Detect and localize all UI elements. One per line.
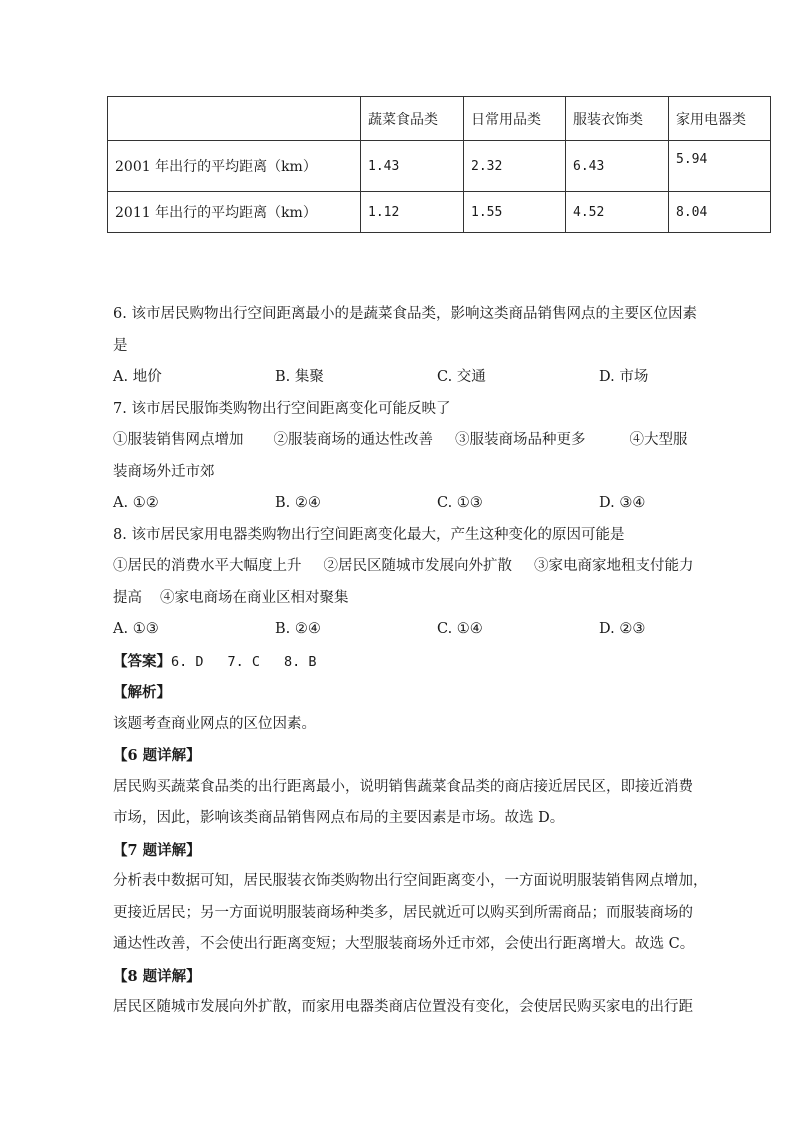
q8-item-3: ③家电商家地租支付能力	[534, 558, 694, 574]
q6-option-d: D. 市场	[599, 369, 649, 385]
q6-option-a: A. 地价	[113, 369, 162, 385]
q8-item-4: ④家电商场在商业区相对聚集	[160, 589, 349, 606]
detail-7-line: 分析表中数据可知，居民服装衣饰类购物出行空间距离变小，一方面说明服装销售网点增加，	[113, 873, 708, 889]
q8-stem: 8. 该市居民家用电器类购物出行空间距离变化最大，产生这种变化的原因可能是	[113, 526, 625, 543]
cell-2001-vegetable: 1.43	[361, 141, 464, 192]
q7-option-d: D. ③④	[599, 495, 646, 511]
q7-items-cont: 装商场外迁市郊	[113, 463, 215, 480]
q7-stem: 7. 该市居民服饰类购物出行空间距离变化可能反映了	[113, 400, 451, 417]
cell-2011-vegetable: 1.12	[361, 192, 464, 233]
q6-stem: 6. 该市居民购物出行空间距离最小的是蔬菜食品类，影响这类商品销售网点的主要区位因素	[113, 306, 697, 322]
q6-stem-cont: 是	[113, 337, 128, 354]
q8-option-b: B. ②④	[275, 621, 321, 637]
q8-options	[113, 614, 683, 646]
detail-7-line: 更接近居民；另一方面说明服装商场种类多，居民就近可以购买到所需商品；而服装商场的	[113, 904, 693, 921]
cell-2001-daily: 2.32	[464, 141, 566, 192]
detail-8-line: 居民区随城市发展向外扩散，而家用电器类商店位置没有变化，会使居民购买家电的出行距	[113, 999, 693, 1015]
q8-item-2: ②居民区随城市发展向外扩散	[323, 558, 512, 574]
cell-2011-appliances: 8.04	[669, 192, 771, 233]
q7-item-4: ④大型服	[629, 432, 688, 448]
row-label-2011: 2011 年出行的平均距离（km）	[108, 192, 361, 233]
question-content	[113, 299, 708, 1024]
q7-options	[113, 488, 683, 520]
distance-table	[107, 96, 771, 233]
detail-6-line: 居民购买蔬菜食品类的出行距离最小，说明销售蔬菜食品类的商店接近居民区，即接近消费	[113, 778, 693, 795]
answer-6: 6. D	[171, 653, 204, 670]
q6-option-c: C. 交通	[437, 369, 486, 385]
q8-items-cont	[113, 583, 683, 615]
cell-2011-daily: 1.55	[464, 192, 566, 233]
row-label-2001: 2001 年出行的平均距离（km）	[108, 141, 361, 192]
q8-option-d: D. ②③	[599, 621, 646, 637]
cell-2001-appliances: 5.94	[676, 151, 708, 167]
q7-option-b: B. ②④	[275, 495, 321, 511]
q7-item-2: ②服装商场的通达性改善	[273, 432, 433, 448]
cell-2001-clothing: 6.43	[566, 141, 669, 192]
cell-2011-clothing: 4.52	[566, 192, 669, 233]
q8-option-c: C. ①④	[437, 621, 483, 637]
detail-8-label: 【8 题详解】	[113, 967, 201, 985]
table-row	[108, 141, 771, 192]
answer-7: 7. C	[227, 653, 261, 670]
header-clothing: 服装衣饰类	[566, 97, 669, 141]
q7-option-a: A. ①②	[113, 495, 159, 511]
analysis-intro: 该题考查商业网点的区位因素。	[113, 715, 316, 732]
q7-option-c: C. ①③	[437, 495, 483, 511]
q6-option-b: B. 集聚	[275, 369, 324, 385]
table-header-row	[108, 97, 771, 141]
q7-item-3: ③服装商场品种更多	[455, 432, 586, 448]
table-corner-cell	[108, 97, 361, 141]
answer-label: 【答案】	[113, 652, 171, 670]
table-row	[108, 192, 771, 233]
q7-item-1: ①服装销售网点增加	[113, 432, 244, 448]
q8-option-a: A. ①③	[113, 621, 159, 637]
analysis-label: 【解析】	[113, 684, 171, 701]
detail-7-label: 【7 题详解】	[113, 841, 201, 859]
answer-line	[113, 646, 683, 678]
q6-options	[113, 362, 683, 394]
detail-7-line: 通达性改善，不会使出行距离变短；大型服装商场外迁市郊，会使出行距离增大。故选 C。	[113, 936, 695, 952]
detail-6-label: 【6 题详解】	[113, 747, 201, 764]
q8-item-3-cont: 提高	[113, 589, 142, 606]
q7-items	[113, 425, 688, 457]
answer-8: 8. B	[284, 653, 317, 670]
header-appliances: 家用电器类	[669, 97, 771, 141]
header-vegetable-food: 蔬菜食品类	[361, 97, 464, 141]
header-daily-goods: 日常用品类	[464, 97, 566, 141]
detail-6-line: 市场，因此，影响该类商品销售网点布局的主要因素是市场。故选 D。	[113, 810, 565, 826]
q8-items	[113, 551, 694, 583]
q8-item-1: ①居民的消费水平大幅度上升	[113, 558, 302, 574]
